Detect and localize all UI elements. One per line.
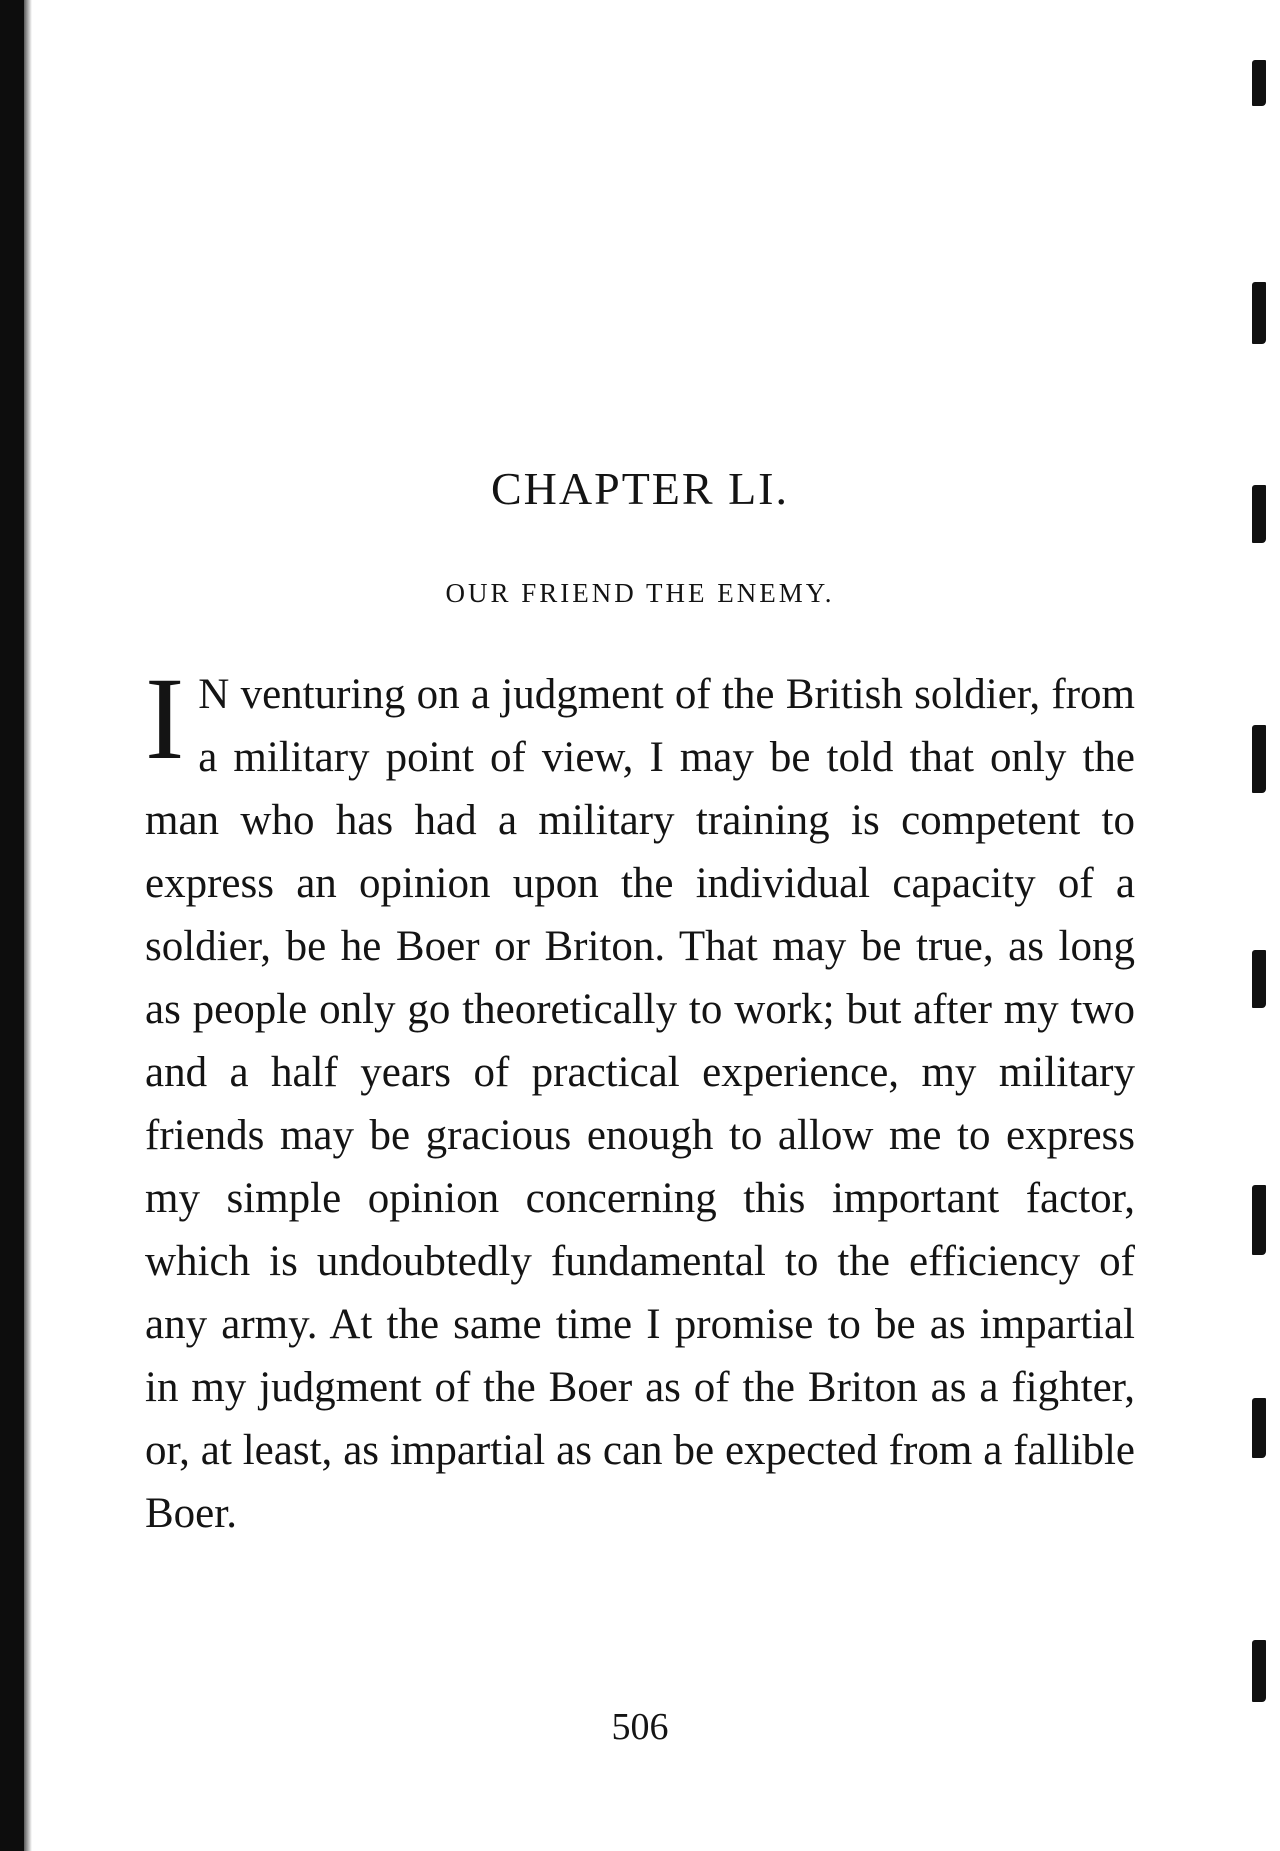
body-paragraph	[145, 653, 1135, 1545]
edge-bleed-mark	[1252, 282, 1266, 344]
edge-bleed-mark	[1252, 1398, 1266, 1458]
edge-bleed-mark	[1252, 60, 1266, 106]
chapter-title: CHAPTER LI.	[491, 463, 789, 514]
drop-cap: I	[145, 653, 185, 784]
edge-bleed-mark	[1252, 725, 1266, 793]
body-paragraph-text: N venturing on a judgment of the British soldier, from a military point of view, I may be told that only the man who has had a military training is competent to express an opinion upon the individual capacity of a soldier, be he Boer or Briton. That may be true, as long as people only go theoretically to work; but after my two and a half years of practical experience, my military friends may be gracious enough to allow me to express my simple opinion concerning this important factor, which is undoubtedly fundamental to the efficiency of any army. At the same time I promise to be as impartial in my judgment of the Boer as of the Briton as a fighter, or, at least, as impartial as can be expected from a fallible Boer.	[145, 671, 1135, 1537]
edge-bleed-mark	[1252, 950, 1266, 1008]
edge-bleed-mark	[1252, 1185, 1266, 1255]
page-binding-fade	[24, 0, 32, 1851]
chapter-subtitle: OUR FRIEND THE ENEMY.	[445, 578, 835, 608]
page-binding-shadow	[0, 0, 24, 1851]
edge-bleed-mark	[1252, 1640, 1266, 1702]
page-number: 506	[611, 1706, 669, 1748]
